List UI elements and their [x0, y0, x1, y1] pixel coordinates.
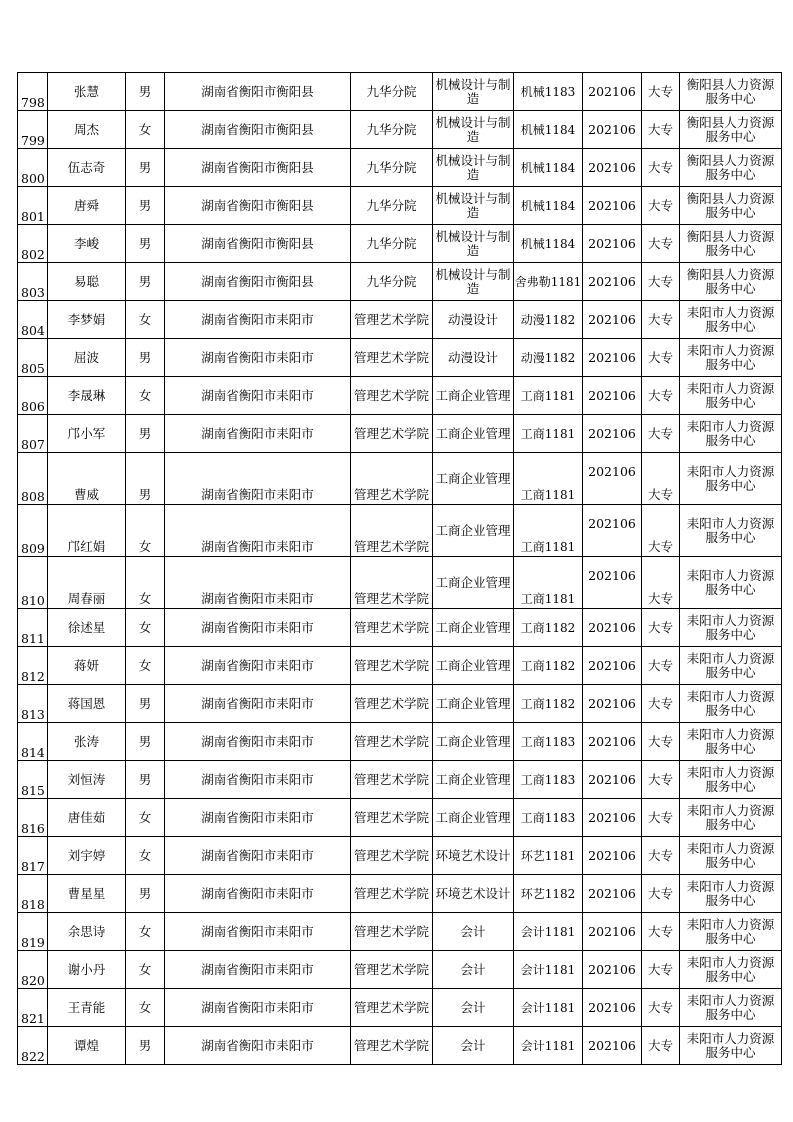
gender-cell: 女 [126, 377, 165, 415]
class-name-cell: 工商1181 [514, 557, 583, 609]
major-cell: 工商企业管理 [433, 723, 514, 761]
gender-cell: 男 [126, 263, 165, 301]
education-level-cell: 大专 [642, 111, 680, 149]
education-level-cell: 大专 [642, 415, 680, 453]
major-cell: 工商企业管理 [433, 557, 514, 609]
class-name-cell: 工商1183 [514, 723, 583, 761]
class-name-cell: 工商1181 [514, 377, 583, 415]
education-level-cell: 大专 [642, 557, 680, 609]
graduation-year-cell: 202106 [583, 301, 642, 339]
home-origin-cell: 湖南省衡阳市耒阳市 [165, 505, 351, 557]
college-cell: 管理艺术学院 [351, 913, 433, 951]
student-name-cell: 蒋妍 [48, 647, 126, 685]
table-row [18, 989, 782, 1027]
student-name-cell: 张慧 [48, 73, 126, 111]
gender-cell: 男 [126, 415, 165, 453]
student-name-cell: 徐述星 [48, 609, 126, 647]
graduate-roster-table [17, 72, 782, 1065]
college-cell: 管理艺术学院 [351, 799, 433, 837]
table-row [18, 263, 782, 301]
archive-agency-cell: 衡阳县人力资源服务中心 [680, 263, 782, 301]
student-name-cell: 邝小军 [48, 415, 126, 453]
archive-agency-cell: 耒阳市人力资源服务中心 [680, 557, 782, 609]
gender-cell: 男 [126, 339, 165, 377]
major-cell: 会计 [433, 951, 514, 989]
row-number-cell: 801 [18, 187, 48, 225]
table-row [18, 225, 782, 263]
graduation-year-cell: 202106 [583, 453, 642, 505]
class-name-cell: 工商1182 [514, 647, 583, 685]
archive-agency-cell: 耒阳市人力资源服务中心 [680, 685, 782, 723]
student-name-cell: 李梦娟 [48, 301, 126, 339]
college-cell: 九华分院 [351, 187, 433, 225]
major-cell: 会计 [433, 913, 514, 951]
major-cell: 机械设计与制造 [433, 263, 514, 301]
education-level-cell: 大专 [642, 989, 680, 1027]
graduation-year-cell: 202106 [583, 111, 642, 149]
table-row [18, 875, 782, 913]
graduation-year-cell: 202106 [583, 837, 642, 875]
major-cell: 机械设计与制造 [433, 111, 514, 149]
table-row [18, 799, 782, 837]
education-level-cell: 大专 [642, 799, 680, 837]
education-level-cell: 大专 [642, 505, 680, 557]
class-name-cell: 工商1181 [514, 415, 583, 453]
archive-agency-cell: 衡阳县人力资源服务中心 [680, 225, 782, 263]
major-cell: 工商企业管理 [433, 453, 514, 505]
table-row [18, 453, 782, 505]
education-level-cell: 大专 [642, 913, 680, 951]
graduation-year-cell: 202106 [583, 647, 642, 685]
student-name-cell: 王青能 [48, 989, 126, 1027]
education-level-cell: 大专 [642, 951, 680, 989]
archive-agency-cell: 耒阳市人力资源服务中心 [680, 1027, 782, 1065]
graduation-year-cell: 202106 [583, 415, 642, 453]
row-number-cell: 806 [18, 377, 48, 415]
table-row [18, 73, 782, 111]
major-cell: 机械设计与制造 [433, 225, 514, 263]
student-name-cell: 李晟琳 [48, 377, 126, 415]
row-number-cell: 815 [18, 761, 48, 799]
graduation-year-cell: 202106 [583, 149, 642, 187]
row-number-cell: 802 [18, 225, 48, 263]
archive-agency-cell: 耒阳市人力资源服务中心 [680, 453, 782, 505]
table-row [18, 301, 782, 339]
major-cell: 环境艺术设计 [433, 875, 514, 913]
archive-agency-cell: 衡阳县人力资源服务中心 [680, 73, 782, 111]
college-cell: 管理艺术学院 [351, 1027, 433, 1065]
major-cell: 工商企业管理 [433, 415, 514, 453]
row-number-cell: 819 [18, 913, 48, 951]
row-number-cell: 803 [18, 263, 48, 301]
home-origin-cell: 湖南省衡阳市耒阳市 [165, 377, 351, 415]
table-row [18, 557, 782, 609]
row-number-cell: 812 [18, 647, 48, 685]
education-level-cell: 大专 [642, 73, 680, 111]
education-level-cell: 大专 [642, 301, 680, 339]
class-name-cell: 机械1184 [514, 149, 583, 187]
home-origin-cell: 湖南省衡阳市耒阳市 [165, 837, 351, 875]
archive-agency-cell: 耒阳市人力资源服务中心 [680, 301, 782, 339]
student-name-cell: 周杰 [48, 111, 126, 149]
archive-agency-cell: 耒阳市人力资源服务中心 [680, 339, 782, 377]
education-level-cell: 大专 [642, 761, 680, 799]
home-origin-cell: 湖南省衡阳市耒阳市 [165, 761, 351, 799]
class-name-cell: 工商1182 [514, 685, 583, 723]
archive-agency-cell: 耒阳市人力资源服务中心 [680, 799, 782, 837]
graduation-year-cell: 202106 [583, 339, 642, 377]
education-level-cell: 大专 [642, 453, 680, 505]
gender-cell: 男 [126, 685, 165, 723]
row-number-cell: 810 [18, 557, 48, 609]
gender-cell: 男 [126, 225, 165, 263]
major-cell: 动漫设计 [433, 339, 514, 377]
major-cell: 会计 [433, 1027, 514, 1065]
student-name-cell: 伍志奇 [48, 149, 126, 187]
college-cell: 管理艺术学院 [351, 989, 433, 1027]
student-name-cell: 谭煌 [48, 1027, 126, 1065]
college-cell: 管理艺术学院 [351, 951, 433, 989]
table-row [18, 723, 782, 761]
college-cell: 管理艺术学院 [351, 875, 433, 913]
graduation-year-cell: 202106 [583, 685, 642, 723]
table-row [18, 685, 782, 723]
gender-cell: 女 [126, 557, 165, 609]
gender-cell: 男 [126, 761, 165, 799]
student-name-cell: 蒋国恩 [48, 685, 126, 723]
gender-cell: 男 [126, 73, 165, 111]
major-cell: 机械设计与制造 [433, 187, 514, 225]
graduation-year-cell: 202106 [583, 761, 642, 799]
graduation-year-cell: 202106 [583, 913, 642, 951]
gender-cell: 女 [126, 301, 165, 339]
archive-agency-cell: 耒阳市人力资源服务中心 [680, 875, 782, 913]
major-cell: 动漫设计 [433, 301, 514, 339]
row-number-cell: 817 [18, 837, 48, 875]
home-origin-cell: 湖南省衡阳市耒阳市 [165, 647, 351, 685]
archive-agency-cell: 耒阳市人力资源服务中心 [680, 989, 782, 1027]
home-origin-cell: 湖南省衡阳市耒阳市 [165, 609, 351, 647]
class-name-cell: 工商1183 [514, 761, 583, 799]
roster-body [18, 73, 782, 1065]
class-name-cell: 环艺1182 [514, 875, 583, 913]
gender-cell: 女 [126, 609, 165, 647]
class-name-cell: 机械1183 [514, 73, 583, 111]
archive-agency-cell: 耒阳市人力资源服务中心 [680, 505, 782, 557]
class-name-cell: 工商1181 [514, 505, 583, 557]
graduation-year-cell: 202106 [583, 875, 642, 913]
table-row [18, 647, 782, 685]
education-level-cell: 大专 [642, 875, 680, 913]
home-origin-cell: 湖南省衡阳市耒阳市 [165, 685, 351, 723]
class-name-cell: 动漫1182 [514, 339, 583, 377]
major-cell: 工商企业管理 [433, 761, 514, 799]
class-name-cell: 动漫1182 [514, 301, 583, 339]
class-name-cell: 机械1184 [514, 111, 583, 149]
graduation-year-cell: 202106 [583, 951, 642, 989]
student-name-cell: 刘宇婷 [48, 837, 126, 875]
row-number-cell: 811 [18, 609, 48, 647]
graduation-year-cell: 202106 [583, 187, 642, 225]
college-cell: 管理艺术学院 [351, 609, 433, 647]
gender-cell: 男 [126, 453, 165, 505]
home-origin-cell: 湖南省衡阳市衡阳县 [165, 149, 351, 187]
row-number-cell: 818 [18, 875, 48, 913]
graduation-year-cell: 202106 [583, 1027, 642, 1065]
college-cell: 管理艺术学院 [351, 837, 433, 875]
home-origin-cell: 湖南省衡阳市耒阳市 [165, 453, 351, 505]
gender-cell: 女 [126, 913, 165, 951]
major-cell: 环境艺术设计 [433, 837, 514, 875]
home-origin-cell: 湖南省衡阳市耒阳市 [165, 875, 351, 913]
college-cell: 管理艺术学院 [351, 301, 433, 339]
gender-cell: 女 [126, 505, 165, 557]
row-number-cell: 804 [18, 301, 48, 339]
archive-agency-cell: 耒阳市人力资源服务中心 [680, 609, 782, 647]
college-cell: 九华分院 [351, 225, 433, 263]
archive-agency-cell: 耒阳市人力资源服务中心 [680, 837, 782, 875]
student-name-cell: 曹威 [48, 453, 126, 505]
archive-agency-cell: 耒阳市人力资源服务中心 [680, 415, 782, 453]
home-origin-cell: 湖南省衡阳市耒阳市 [165, 1027, 351, 1065]
major-cell: 工商企业管理 [433, 685, 514, 723]
major-cell: 机械设计与制造 [433, 149, 514, 187]
class-name-cell: 会计1181 [514, 951, 583, 989]
major-cell: 会计 [433, 989, 514, 1027]
college-cell: 管理艺术学院 [351, 377, 433, 415]
row-number-cell: 822 [18, 1027, 48, 1065]
table-row [18, 149, 782, 187]
home-origin-cell: 湖南省衡阳市衡阳县 [165, 225, 351, 263]
class-name-cell: 会计1181 [514, 1027, 583, 1065]
gender-cell: 女 [126, 111, 165, 149]
row-number-cell: 814 [18, 723, 48, 761]
graduation-year-cell: 202106 [583, 505, 642, 557]
student-name-cell: 余思诗 [48, 913, 126, 951]
row-number-cell: 807 [18, 415, 48, 453]
college-cell: 管理艺术学院 [351, 685, 433, 723]
class-name-cell: 工商1182 [514, 609, 583, 647]
table-row [18, 609, 782, 647]
graduation-year-cell: 202106 [583, 799, 642, 837]
home-origin-cell: 湖南省衡阳市衡阳县 [165, 111, 351, 149]
home-origin-cell: 湖南省衡阳市耒阳市 [165, 989, 351, 1027]
class-name-cell: 机械1184 [514, 225, 583, 263]
gender-cell: 男 [126, 723, 165, 761]
gender-cell: 女 [126, 647, 165, 685]
student-name-cell: 周春丽 [48, 557, 126, 609]
archive-agency-cell: 耒阳市人力资源服务中心 [680, 647, 782, 685]
archive-agency-cell: 耒阳市人力资源服务中心 [680, 377, 782, 415]
row-number-cell: 798 [18, 73, 48, 111]
class-name-cell: 工商1181 [514, 453, 583, 505]
education-level-cell: 大专 [642, 339, 680, 377]
row-number-cell: 813 [18, 685, 48, 723]
row-number-cell: 808 [18, 453, 48, 505]
gender-cell: 女 [126, 799, 165, 837]
graduation-year-cell: 202106 [583, 377, 642, 415]
home-origin-cell: 湖南省衡阳市耒阳市 [165, 913, 351, 951]
home-origin-cell: 湖南省衡阳市耒阳市 [165, 557, 351, 609]
major-cell: 工商企业管理 [433, 647, 514, 685]
graduation-year-cell: 202106 [583, 263, 642, 301]
class-name-cell: 会计1181 [514, 913, 583, 951]
college-cell: 管理艺术学院 [351, 647, 433, 685]
table-row [18, 377, 782, 415]
home-origin-cell: 湖南省衡阳市耒阳市 [165, 339, 351, 377]
student-name-cell: 李峻 [48, 225, 126, 263]
college-cell: 管理艺术学院 [351, 723, 433, 761]
student-name-cell: 张涛 [48, 723, 126, 761]
education-level-cell: 大专 [642, 187, 680, 225]
college-cell: 管理艺术学院 [351, 505, 433, 557]
student-name-cell: 唐舜 [48, 187, 126, 225]
college-cell: 九华分院 [351, 73, 433, 111]
home-origin-cell: 湖南省衡阳市耒阳市 [165, 415, 351, 453]
archive-agency-cell: 耒阳市人力资源服务中心 [680, 723, 782, 761]
graduation-year-cell: 202106 [583, 723, 642, 761]
student-name-cell: 曹星星 [48, 875, 126, 913]
table-row [18, 111, 782, 149]
major-cell: 工商企业管理 [433, 505, 514, 557]
home-origin-cell: 湖南省衡阳市耒阳市 [165, 799, 351, 837]
education-level-cell: 大专 [642, 149, 680, 187]
home-origin-cell: 湖南省衡阳市衡阳县 [165, 263, 351, 301]
gender-cell: 男 [126, 187, 165, 225]
education-level-cell: 大专 [642, 685, 680, 723]
table-row [18, 187, 782, 225]
college-cell: 管理艺术学院 [351, 415, 433, 453]
row-number-cell: 821 [18, 989, 48, 1027]
row-number-cell: 809 [18, 505, 48, 557]
gender-cell: 男 [126, 149, 165, 187]
archive-agency-cell: 耒阳市人力资源服务中心 [680, 761, 782, 799]
major-cell: 机械设计与制造 [433, 73, 514, 111]
row-number-cell: 820 [18, 951, 48, 989]
graduation-year-cell: 202106 [583, 225, 642, 263]
college-cell: 九华分院 [351, 149, 433, 187]
student-name-cell: 邝红娟 [48, 505, 126, 557]
college-cell: 管理艺术学院 [351, 453, 433, 505]
table-row [18, 505, 782, 557]
gender-cell: 女 [126, 951, 165, 989]
student-name-cell: 唐佳茹 [48, 799, 126, 837]
row-number-cell: 799 [18, 111, 48, 149]
archive-agency-cell: 耒阳市人力资源服务中心 [680, 951, 782, 989]
archive-agency-cell: 衡阳县人力资源服务中心 [680, 187, 782, 225]
student-name-cell: 屈波 [48, 339, 126, 377]
table-row [18, 837, 782, 875]
row-number-cell: 816 [18, 799, 48, 837]
student-name-cell: 刘恒涛 [48, 761, 126, 799]
class-name-cell: 机械1184 [514, 187, 583, 225]
graduation-year-cell: 202106 [583, 989, 642, 1027]
home-origin-cell: 湖南省衡阳市耒阳市 [165, 951, 351, 989]
education-level-cell: 大专 [642, 723, 680, 761]
student-name-cell: 谢小丹 [48, 951, 126, 989]
home-origin-cell: 湖南省衡阳市衡阳县 [165, 73, 351, 111]
education-level-cell: 大专 [642, 377, 680, 415]
table-row [18, 415, 782, 453]
gender-cell: 男 [126, 875, 165, 913]
education-level-cell: 大专 [642, 609, 680, 647]
table-row [18, 339, 782, 377]
gender-cell: 男 [126, 1027, 165, 1065]
major-cell: 工商企业管理 [433, 609, 514, 647]
class-name-cell: 会计1181 [514, 989, 583, 1027]
education-level-cell: 大专 [642, 263, 680, 301]
graduation-year-cell: 202106 [583, 73, 642, 111]
college-cell: 管理艺术学院 [351, 761, 433, 799]
row-number-cell: 805 [18, 339, 48, 377]
home-origin-cell: 湖南省衡阳市耒阳市 [165, 723, 351, 761]
education-level-cell: 大专 [642, 837, 680, 875]
class-name-cell: 环艺1181 [514, 837, 583, 875]
gender-cell: 女 [126, 989, 165, 1027]
education-level-cell: 大专 [642, 1027, 680, 1065]
table-row [18, 761, 782, 799]
table-row [18, 913, 782, 951]
graduation-year-cell: 202106 [583, 609, 642, 647]
archive-agency-cell: 衡阳县人力资源服务中心 [680, 111, 782, 149]
college-cell: 管理艺术学院 [351, 557, 433, 609]
college-cell: 管理艺术学院 [351, 339, 433, 377]
education-level-cell: 大专 [642, 647, 680, 685]
class-name-cell: 舍弗勒1181 [514, 263, 583, 301]
college-cell: 九华分院 [351, 263, 433, 301]
major-cell: 工商企业管理 [433, 377, 514, 415]
home-origin-cell: 湖南省衡阳市衡阳县 [165, 187, 351, 225]
home-origin-cell: 湖南省衡阳市耒阳市 [165, 301, 351, 339]
gender-cell: 女 [126, 837, 165, 875]
graduation-year-cell: 202106 [583, 557, 642, 609]
row-number-cell: 800 [18, 149, 48, 187]
education-level-cell: 大专 [642, 225, 680, 263]
archive-agency-cell: 衡阳县人力资源服务中心 [680, 149, 782, 187]
table-row [18, 951, 782, 989]
major-cell: 工商企业管理 [433, 799, 514, 837]
college-cell: 九华分院 [351, 111, 433, 149]
archive-agency-cell: 耒阳市人力资源服务中心 [680, 913, 782, 951]
table-row [18, 1027, 782, 1065]
student-name-cell: 易聪 [48, 263, 126, 301]
class-name-cell: 工商1183 [514, 799, 583, 837]
